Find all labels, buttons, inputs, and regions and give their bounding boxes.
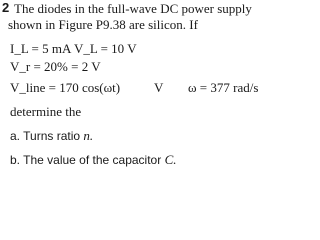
determine-text: determine the	[10, 104, 82, 119]
item-b-text: The value of the capacitor	[23, 153, 165, 167]
given-load-current: I_L = 5 mA	[10, 41, 72, 56]
given-line-voltage: V_line = 170 cos(ωt)	[10, 80, 121, 95]
item-b-label: b.	[10, 153, 21, 167]
given-angular-frequency: ω = 377 rad/s	[188, 80, 259, 95]
given-ripple-voltage: V_r = 20% = 2 V	[10, 59, 101, 74]
given-line-voltage-unit: V	[154, 80, 164, 95]
item-a-text: Turns ratio	[23, 129, 84, 143]
given-load-voltage: V_L = 10 V	[74, 41, 137, 56]
problem-statement-line-2: shown in Figure P9.38 are silicon. If	[8, 17, 198, 32]
list-item-a	[10, 128, 93, 144]
item-a-value: n.	[83, 128, 94, 143]
item-b-value: C.	[164, 152, 177, 167]
list-item-b	[10, 152, 176, 168]
problem-statement-line-1: The diodes in the full-wave DC power supply	[14, 1, 252, 16]
problem-number: 2	[2, 0, 10, 15]
item-a-label: a.	[10, 129, 21, 143]
